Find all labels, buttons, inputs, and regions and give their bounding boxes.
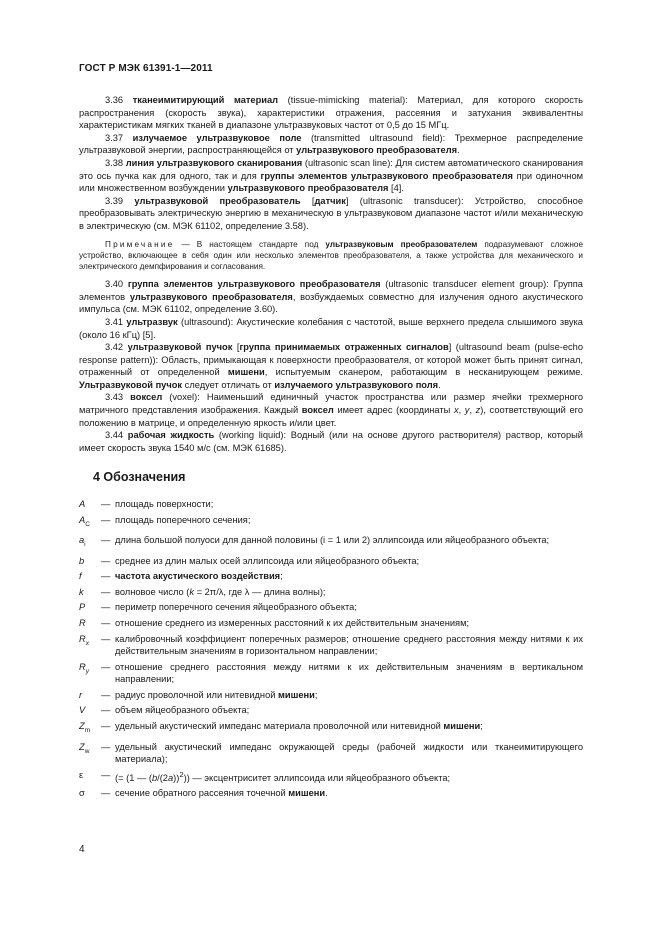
symbol-row [79, 601, 583, 614]
note-label: Примечание [105, 239, 175, 249]
symbol-dash: — [101, 769, 111, 780]
symbol: A [79, 499, 86, 510]
symbol: $a_i$ [79, 535, 86, 548]
symbol-description: площадь поверхности; [115, 499, 214, 510]
symbol: b [79, 555, 85, 566]
symbol-row [79, 617, 583, 630]
symbol-description: удельный акустический импеданс материала проволочной или нитевидной мишени; [115, 721, 483, 732]
symbol: R [79, 617, 86, 628]
symbol-description: среднее из длин малых осей эллипсоида или яйцеобразного объекта; [115, 555, 420, 566]
note [79, 239, 583, 273]
symbol: $R_x$ [79, 633, 89, 647]
symbol-dash: — [101, 499, 111, 510]
symbol: ε [79, 769, 84, 780]
symbol: k [79, 586, 84, 597]
symbol-row [79, 704, 583, 717]
symbol-dash: — [101, 689, 111, 700]
symbol-description: волновое число (k = 2π/λ, где λ — длина волны); [115, 586, 326, 597]
section-title: 4 Обозначения [93, 470, 186, 485]
symbol: r [79, 689, 83, 700]
definition-paragraph: 3.43 воксел (voxel): Наименьший единичный участок пространства или размер ячейки трехмерного матричного представления изображения. Каждый воксел имеет адрес (координаты x, y, z), соответствующий его положению в матрице, и определенную яркость и/или цвет. [79, 392, 583, 428]
symbol-description: длина большой полуоси для данной половины (i = 1 или 2) эллипсоида или яйцеобразного объекта; [115, 535, 550, 546]
symbol-description: объем яйцеобразного объекта; [115, 705, 250, 716]
symbol-description: периметр поперечного сечения яйцеобразного объекта; [115, 602, 357, 613]
symbol-dash: — [101, 602, 111, 613]
definition-paragraph: 3.39 ультразвуковой преобразователь [датчик] (ultrasonic transducer): Устройство, способное преобразовывать электрическую энергию в механическую в ультразвуковом диапазоне частот и/или механическую в электрическую (см. МЭК 61102, определение 3.58). [79, 195, 583, 231]
symbol: $Z_m$ [79, 721, 91, 734]
symbol-description: частота акустического воздействия; [115, 571, 283, 582]
symbol-dash: — [101, 617, 111, 628]
symbol-dash: — [101, 633, 111, 644]
symbol-dash: — [101, 586, 111, 597]
symbol-row [79, 633, 583, 658]
symbol-dash: — [101, 661, 111, 672]
definition-paragraph: 3.41 ультразвук (ultrasound): Акустические колебания с частотой, выше верхнего предела слышимого звука (около 16 кГц) [5]. [79, 316, 583, 340]
symbol-row [79, 498, 583, 511]
symbol: σ [79, 788, 85, 799]
symbol: P [79, 602, 86, 613]
symbol-description: отношение среднего расстояния между нитями к их действительным значениям в вертикальном направлении; [115, 661, 583, 685]
definition-paragraph: 3.38 линия ультразвукового сканирования (ultrasonic scan line): Для систем автоматического сканирования это ось пучка как для одного, так и для группы элементов ультразвукового преобразователя при одиночном или множественном возбуждении ультразвукового преобразователя [4]. [79, 157, 584, 194]
symbol-row [79, 787, 583, 800]
definition-paragraph: 3.37 излучаемое ультразвуковое поле (transmitted ultrasound field): Трехмерное распределение ультразвуковой энергии, распространяющейся от ультразвукового преобразователя. [79, 132, 583, 156]
document-header: ГОСТ Р МЭК 61391-1—2011 [79, 63, 213, 74]
symbol-row [79, 689, 583, 702]
symbols-list [79, 498, 583, 800]
symbol: $Z_w$ [79, 741, 90, 755]
symbol-row [79, 570, 583, 583]
symbol-dash: — [101, 571, 111, 582]
symbol-row [79, 769, 583, 785]
definition-paragraph: 3.36 тканеимитирующий материал (tissue-mimicking material): Материал, для которого скорость распространения (скорость звука), характеристики отражения, рассеяния и затухания эквивалентны характеристикам мягких тканей в диапазоне ультразвуковых частот от 0,5 до 15 МГц. [79, 95, 583, 131]
page-number: 4 [79, 844, 85, 855]
symbol-dash: — [101, 555, 111, 566]
note-text: — В настоящем стандарте под ультразвуковым преобразователем подразумевают сложное устройство, включающее в себя один или несколько элементов преобразователя, а также устройства для механического и электрического демпфирования и согласования. [79, 239, 583, 271]
symbol-description: радиус проволочной или нитевидной мишени; [115, 689, 318, 700]
symbol-row [79, 555, 583, 568]
symbol-dash: — [101, 721, 111, 732]
definition-paragraph: 3.44 рабочая жидкость (working liquid): Водный (или на основе другого растворителя) раствор, который имеет скорость звука 1540 м/с (см. МЭК 61685). [79, 430, 584, 453]
symbol-row [79, 741, 583, 766]
symbol-row [79, 661, 583, 686]
symbol-row [79, 514, 583, 531]
symbol: V [79, 705, 86, 716]
page-content [79, 94, 583, 803]
symbol-description: калибровочный коэффициент поперечных размеров; отношение среднего расстояния между нитями к их действительным значениям в горизонтальном направлении; [115, 633, 583, 657]
symbol-description: удельный акустический импеданс окружающей среды (рабочей жидкости или тканеимитирующего материала); [115, 741, 583, 765]
symbol: f [79, 571, 82, 582]
symbol-dash: — [101, 788, 111, 799]
symbol-description: отношение среднего из измеренных расстояний к их действительным значениям; [115, 617, 470, 628]
symbol-description: (= (1 — $(b/(2a))^2$)) — эксцентриситет эллипсоида или яйцеобразного объекта; [115, 769, 451, 783]
symbol-dash: — [101, 514, 111, 525]
definitions-list-1 [79, 94, 583, 233]
symbol-dash: — [101, 741, 111, 752]
definitions-list-2 [79, 278, 583, 454]
symbol-dash: — [101, 705, 111, 716]
definition-paragraph: 3.42 ультразвуковой пучок [группа принимаемых отраженных сигналов] (ultrasound beam (pulse-echo response pattern)): Область, примыкающая к поверхности преобразователя, от которой может быть принят сигнал, отраженный от определенной мишени, испытуемым сканером, работающим в несканирующем режиме. Ультразвуковой пучок следует отличать от излучаемого ультразвукового поля. [79, 342, 583, 390]
symbol-dash: — [101, 535, 111, 546]
symbol: $A_C$ [79, 514, 90, 528]
symbol-row [79, 534, 583, 551]
symbol-description: сечение обратного рассеяния точечной мишени. [115, 788, 328, 799]
definition-paragraph: 3.40 группа элементов ультразвукового преобразователя (ultrasonic transducer element group): Группа элементов ультразвукового преобразователя, возбуждаемых совместно для излучения одного акустического импульса (см. МЭК 61102, определение 3.60). [79, 279, 583, 315]
symbol-row [79, 586, 583, 599]
symbol-description: площадь поперечного сечения; [115, 514, 251, 525]
symbol-row [79, 720, 583, 737]
symbol: $R_y$ [79, 661, 89, 675]
